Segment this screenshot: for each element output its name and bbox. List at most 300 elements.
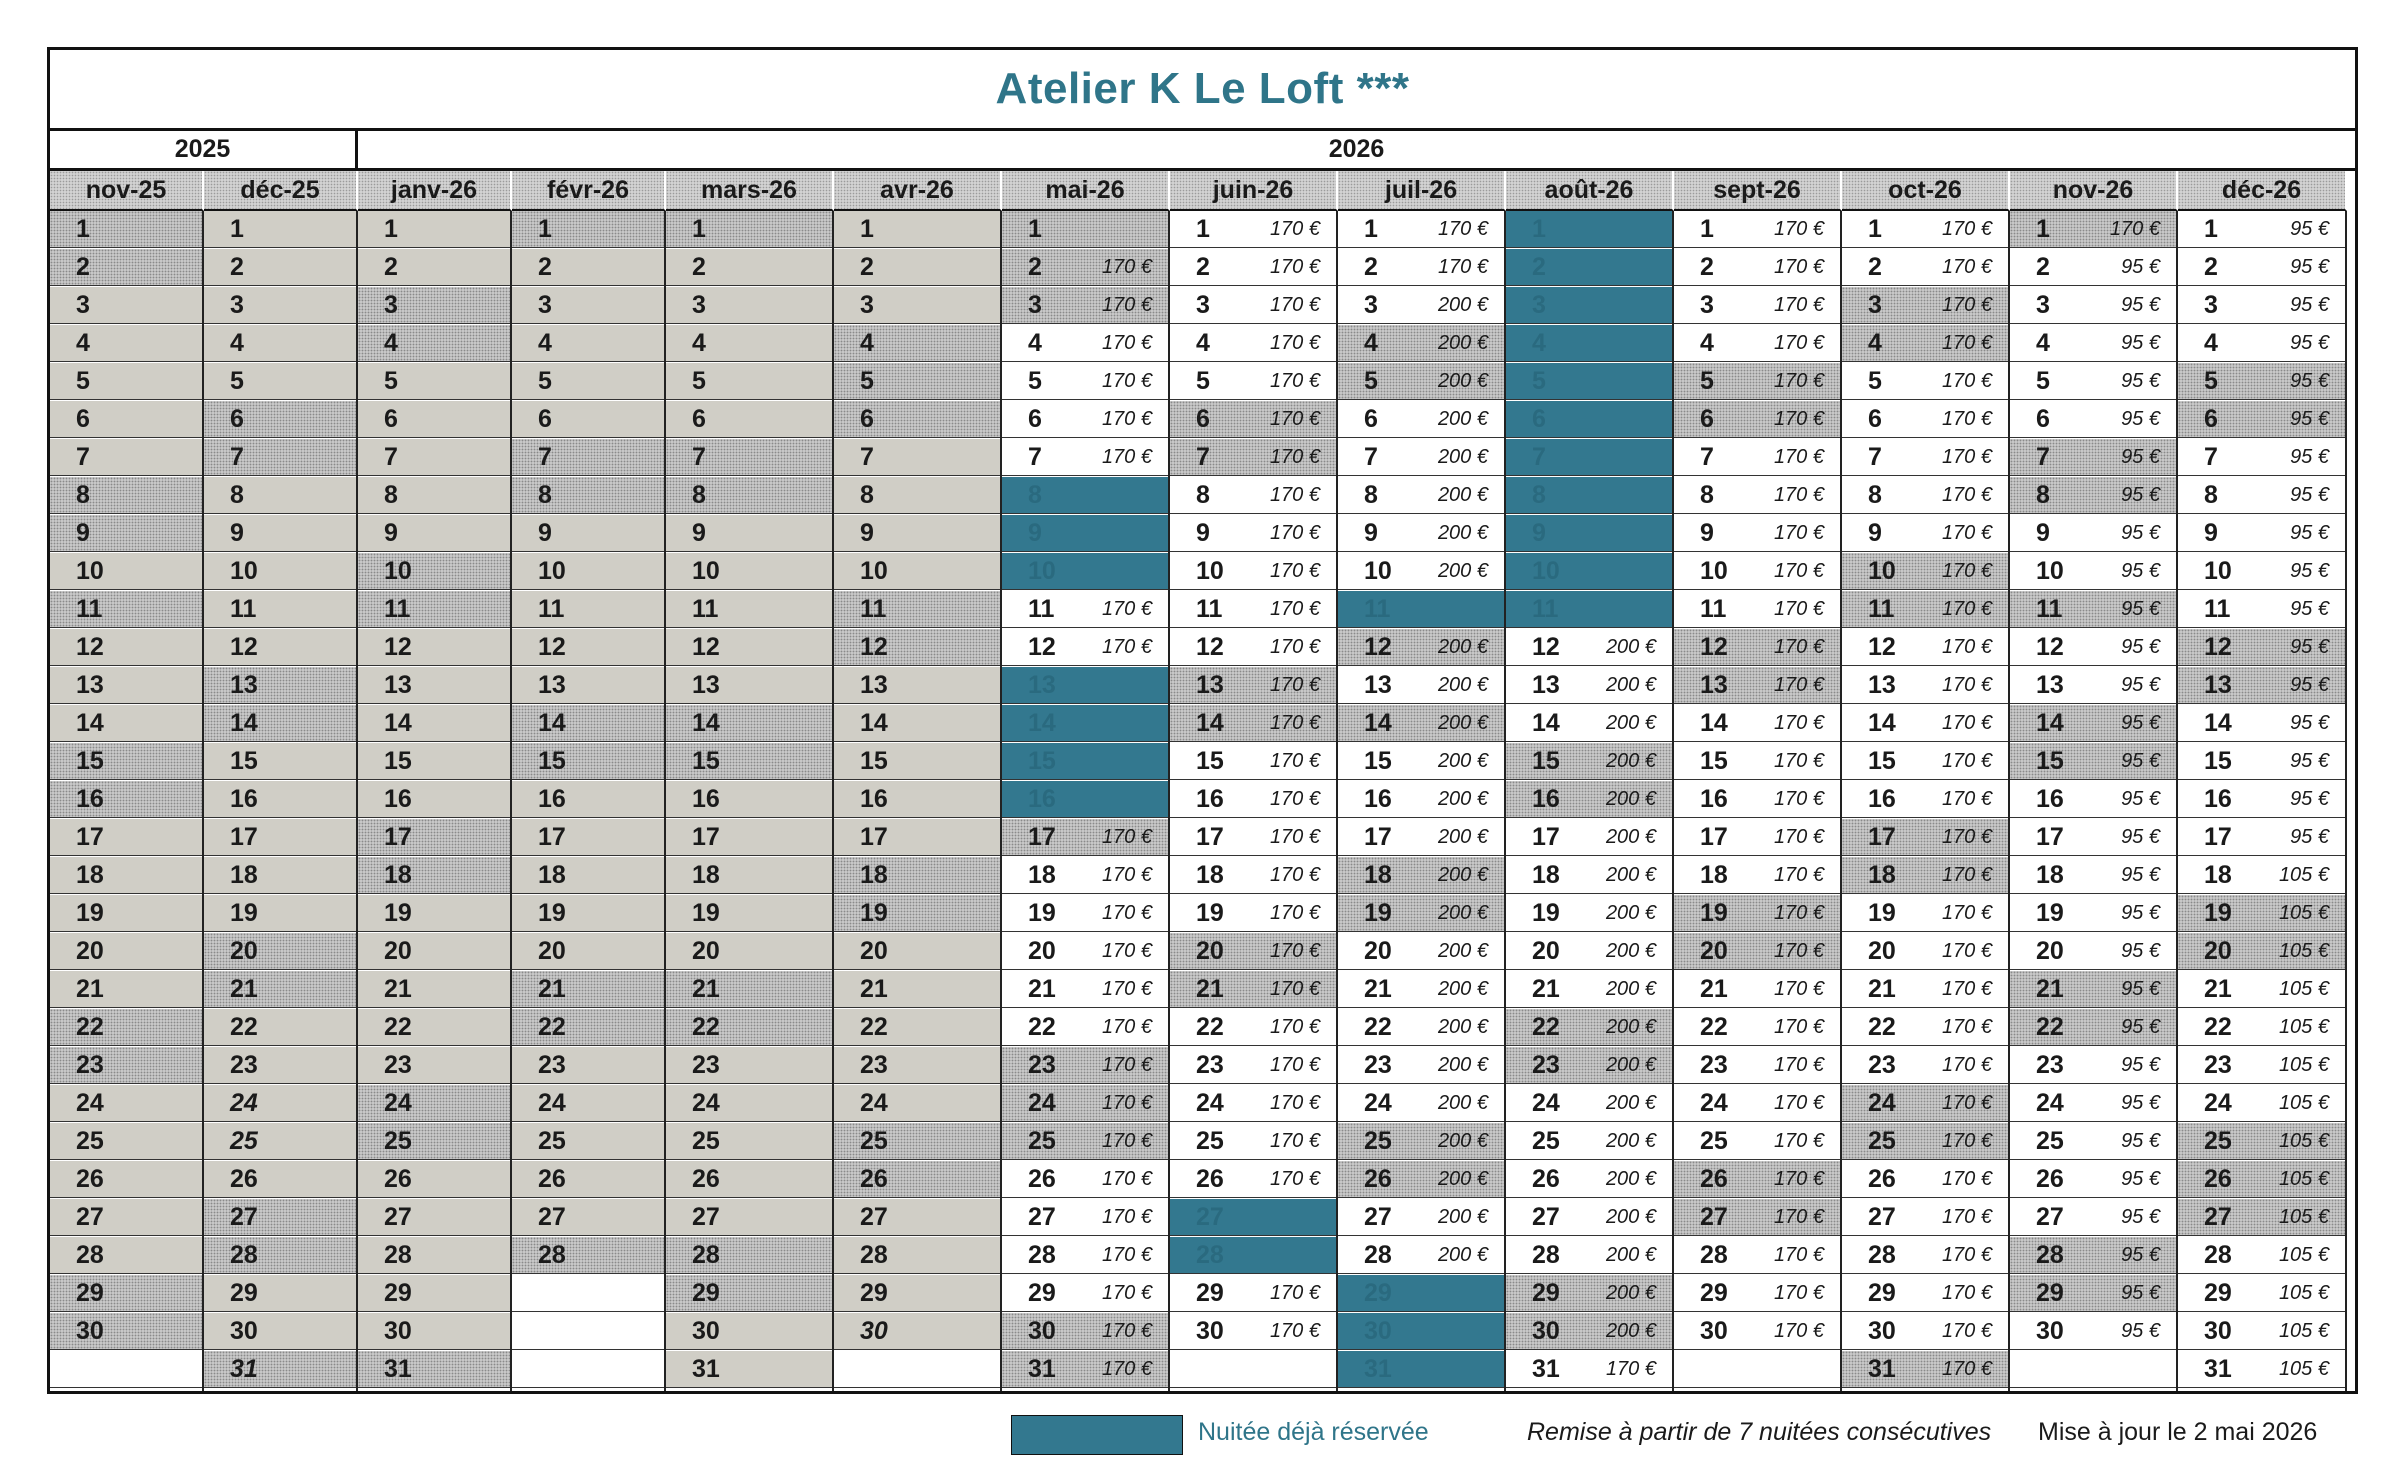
- nightly-price: 170 €: [1941, 1015, 1992, 1038]
- month-header: mars-26: [666, 171, 834, 211]
- day-cell: [50, 287, 202, 324]
- day-number: 16: [1532, 784, 1560, 813]
- page-title: Atelier K Le Loft ***: [995, 64, 1410, 113]
- day-cell: [2010, 553, 2176, 590]
- nightly-price: 200 €: [1605, 635, 1656, 658]
- nightly-price: 170 €: [1101, 1357, 1152, 1380]
- month-column: [666, 211, 834, 1391]
- day-number: 15: [1532, 746, 1560, 775]
- day-cell: [1842, 515, 2008, 552]
- day-number: 11: [76, 594, 103, 623]
- day-number: 16: [1868, 784, 1896, 813]
- day-number: 3: [1868, 290, 1882, 319]
- day-number: 14: [1868, 708, 1896, 737]
- day-cell: [1338, 553, 1504, 590]
- day-number: 25: [1028, 1126, 1056, 1155]
- day-cell: [204, 553, 356, 590]
- nightly-price: 170 €: [1269, 255, 1320, 278]
- day-cell: [1842, 971, 2008, 1008]
- nightly-price: 200 €: [1605, 673, 1656, 696]
- day-cell: [512, 1009, 664, 1046]
- nightly-price: 170 €: [1773, 407, 1824, 430]
- nightly-price: 170 €: [1941, 369, 1992, 392]
- day-cell: [1338, 971, 1504, 1008]
- nightly-price: 170 €: [1101, 369, 1152, 392]
- day-cell: [50, 971, 202, 1008]
- nightly-price: 170 €: [1269, 331, 1320, 354]
- day-number: 25: [76, 1126, 104, 1155]
- day-cell: [1338, 1237, 1504, 1274]
- day-number: 16: [2204, 784, 2232, 813]
- day-number: 28: [1532, 1240, 1560, 1269]
- day-number: 23: [1532, 1050, 1560, 1079]
- day-number: 3: [76, 290, 90, 319]
- day-cell: [1842, 1161, 2008, 1198]
- day-cell: [2010, 1237, 2176, 1274]
- day-number: 4: [1196, 328, 1210, 357]
- day-cell: [834, 705, 1000, 742]
- day-cell: [1338, 477, 1504, 514]
- day-cell: [358, 1123, 510, 1160]
- day-number: 24: [2036, 1088, 2064, 1117]
- day-cell: [204, 705, 356, 742]
- day-number: 30: [692, 1316, 720, 1345]
- day-cell: [1170, 363, 1336, 400]
- day-cell: [1338, 895, 1504, 932]
- day-cell: [204, 1313, 356, 1350]
- day-number: 16: [692, 784, 720, 813]
- nightly-price: 105 €: [2278, 1167, 2329, 1190]
- day-cell: [1170, 1085, 1336, 1122]
- day-cell: [1674, 1275, 1840, 1312]
- day-number: 22: [1700, 1012, 1728, 1041]
- day-cell: [1002, 819, 1168, 856]
- nightly-price: 95 €: [2290, 293, 2329, 316]
- day-number: 30: [2204, 1316, 2232, 1345]
- day-cell: [1338, 1275, 1504, 1312]
- day-cell: [1842, 743, 2008, 780]
- day-number: 8: [538, 480, 552, 509]
- day-cell: [666, 1351, 832, 1388]
- day-cell: [666, 363, 832, 400]
- nightly-price: 170 €: [1941, 597, 1992, 620]
- day-number: 27: [2204, 1202, 2232, 1231]
- day-number: 9: [230, 518, 244, 547]
- nightly-price: 170 €: [1941, 559, 1992, 582]
- day-number: 2: [538, 252, 552, 281]
- day-cell: [2010, 667, 2176, 704]
- nightly-price: 170 €: [1101, 1053, 1152, 1076]
- day-number: 4: [1364, 328, 1378, 357]
- day-number: 26: [230, 1164, 258, 1193]
- day-number: 22: [230, 1012, 258, 1041]
- day-number: 17: [1364, 822, 1392, 851]
- day-number: 20: [1028, 936, 1056, 965]
- day-cell: [834, 819, 1000, 856]
- nightly-price: 95 €: [2290, 787, 2329, 810]
- day-number: 30: [860, 1316, 888, 1345]
- day-number: 15: [1196, 746, 1224, 775]
- day-cell: [50, 667, 202, 704]
- day-number: 9: [76, 518, 90, 547]
- day-cell: [1674, 439, 1840, 476]
- day-cell: [1674, 1085, 1840, 1122]
- day-number: 25: [860, 1126, 888, 1155]
- day-number: 8: [1028, 480, 1042, 509]
- day-number: 17: [1028, 822, 1056, 851]
- day-number: 23: [538, 1050, 566, 1079]
- day-number: 21: [860, 974, 888, 1003]
- day-number: 6: [538, 404, 552, 433]
- month-header: oct-26: [1842, 171, 2010, 211]
- day-cell: [1506, 1009, 1672, 1046]
- nightly-price: 105 €: [2278, 1053, 2329, 1076]
- day-cell: [204, 971, 356, 1008]
- day-number: 18: [1700, 860, 1728, 889]
- day-number: 31: [1364, 1354, 1392, 1383]
- day-number: 8: [1364, 480, 1378, 509]
- day-number: 29: [384, 1278, 412, 1307]
- day-cell: [1170, 1237, 1336, 1274]
- nightly-price: 95 €: [2121, 1243, 2160, 1266]
- month-column: [2178, 211, 2347, 1391]
- nightly-price: 170 €: [1269, 1129, 1320, 1152]
- day-number: 21: [1700, 974, 1728, 1003]
- day-cell: [50, 781, 202, 818]
- nightly-price: 170 €: [1269, 749, 1320, 772]
- day-number: 31: [1532, 1354, 1560, 1383]
- day-number: 22: [538, 1012, 566, 1041]
- day-cell: [1002, 1275, 1168, 1312]
- nightly-price: 170 €: [1101, 331, 1152, 354]
- day-cell: [834, 1123, 1000, 1160]
- day-cell: [204, 401, 356, 438]
- day-cell: [1170, 1161, 1336, 1198]
- day-number: 13: [2036, 670, 2064, 699]
- nightly-price: 170 €: [1941, 787, 1992, 810]
- nightly-price: 200 €: [1437, 939, 1488, 962]
- nightly-price: 200 €: [1605, 1167, 1656, 1190]
- day-cell: [1674, 1123, 1840, 1160]
- day-number: 13: [1364, 670, 1392, 699]
- day-cell: [358, 363, 510, 400]
- day-number: 17: [1868, 822, 1896, 851]
- day-number: 29: [1028, 1278, 1056, 1307]
- day-cell: [1002, 591, 1168, 628]
- day-cell: [1674, 1199, 1840, 1236]
- day-cell: [204, 515, 356, 552]
- day-number: 4: [76, 328, 90, 357]
- day-cell: [666, 249, 832, 286]
- day-cell: [2010, 211, 2176, 248]
- day-number: 22: [1364, 1012, 1392, 1041]
- day-cell: [2178, 1199, 2345, 1236]
- day-cell: [666, 1085, 832, 1122]
- day-number: 22: [384, 1012, 412, 1041]
- day-cell: [1002, 743, 1168, 780]
- nightly-price: 170 €: [1773, 369, 1824, 392]
- day-cell: [2010, 363, 2176, 400]
- day-cell: [2178, 1047, 2345, 1084]
- day-number: 24: [1700, 1088, 1728, 1117]
- day-cell: [358, 249, 510, 286]
- day-number: 20: [76, 936, 104, 965]
- day-number: 27: [2036, 1202, 2064, 1231]
- day-number: 12: [538, 632, 566, 661]
- day-cell: [1170, 249, 1336, 286]
- day-cell: [204, 477, 356, 514]
- day-cell: [512, 819, 664, 856]
- day-cell: [50, 1123, 202, 1160]
- month-column: [50, 211, 204, 1391]
- day-cell: [1842, 401, 2008, 438]
- day-cell: [204, 325, 356, 362]
- day-number: 27: [1196, 1202, 1224, 1231]
- day-cell: [1170, 1313, 1336, 1350]
- nightly-price: 170 €: [1773, 863, 1824, 886]
- day-cell: [50, 933, 202, 970]
- day-number: 16: [76, 784, 104, 813]
- day-number: 9: [538, 518, 552, 547]
- day-cell: [204, 287, 356, 324]
- month-header: nov-25: [50, 171, 204, 211]
- day-cell: [1506, 249, 1672, 286]
- day-cell: [1674, 287, 1840, 324]
- day-cell: [512, 1047, 664, 1084]
- day-cell: [512, 743, 664, 780]
- day-number: 16: [1364, 784, 1392, 813]
- day-number: 27: [1028, 1202, 1056, 1231]
- day-number: 13: [1868, 670, 1896, 699]
- day-cell: [50, 819, 202, 856]
- day-cell: [2010, 819, 2176, 856]
- nightly-price: 170 €: [1101, 1243, 1152, 1266]
- day-number: 1: [1532, 214, 1546, 243]
- day-number: 7: [76, 442, 90, 471]
- nightly-price: 170 €: [1941, 901, 1992, 924]
- day-cell: [2010, 895, 2176, 932]
- month-header: juil-26: [1338, 171, 1506, 211]
- day-cell: [50, 743, 202, 780]
- day-number: 30: [1700, 1316, 1728, 1345]
- nightly-price: 170 €: [1941, 1319, 1992, 1342]
- month-header: déc-25: [204, 171, 358, 211]
- day-number: 30: [1532, 1316, 1560, 1345]
- day-cell: [2178, 895, 2345, 932]
- day-number: 12: [384, 632, 412, 661]
- day-cell: [2178, 933, 2345, 970]
- nightly-price: 170 €: [1269, 483, 1320, 506]
- nightly-price: 95 €: [2121, 1167, 2160, 1190]
- nightly-price: 170 €: [1941, 1129, 1992, 1152]
- day-cell: [2178, 401, 2345, 438]
- nightly-price: 200 €: [1605, 939, 1656, 962]
- day-number: 24: [1028, 1088, 1056, 1117]
- day-number: 12: [2036, 632, 2064, 661]
- nightly-price: 170 €: [1773, 293, 1824, 316]
- day-number: 4: [1868, 328, 1882, 357]
- nightly-price: 170 €: [1269, 673, 1320, 696]
- day-number: 28: [1700, 1240, 1728, 1269]
- day-cell: [1674, 933, 1840, 970]
- day-number: 2: [1868, 252, 1882, 281]
- day-number: 7: [860, 442, 874, 471]
- day-number: 17: [230, 822, 258, 851]
- day-cell: [1002, 401, 1168, 438]
- nightly-price: 170 €: [1269, 293, 1320, 316]
- day-number: 23: [1028, 1050, 1056, 1079]
- day-number: 8: [230, 480, 244, 509]
- day-cell: [1338, 363, 1504, 400]
- day-number: 11: [538, 594, 565, 623]
- day-number: 3: [860, 290, 874, 319]
- day-number: 31: [2204, 1354, 2232, 1383]
- day-number: 1: [230, 214, 244, 243]
- nightly-price: 95 €: [2121, 1319, 2160, 1342]
- day-number: 21: [384, 974, 412, 1003]
- day-number: 11: [1196, 594, 1223, 623]
- day-number: 3: [692, 290, 706, 319]
- day-cell: [512, 781, 664, 818]
- day-cell: [1842, 249, 2008, 286]
- nightly-price: 170 €: [1269, 825, 1320, 848]
- day-cell: [1506, 401, 1672, 438]
- title-row: [50, 50, 2355, 131]
- day-cell: [1170, 477, 1336, 514]
- day-cell: [1170, 439, 1336, 476]
- day-cell: [358, 553, 510, 590]
- month-column: [1674, 211, 1842, 1391]
- day-cell: [2178, 439, 2345, 476]
- day-cell: [2010, 249, 2176, 286]
- nightly-price: 200 €: [1437, 521, 1488, 544]
- day-cell: [50, 477, 202, 514]
- day-cell: [50, 363, 202, 400]
- day-number: 19: [2204, 898, 2232, 927]
- day-cell: [358, 1275, 510, 1312]
- nightly-price: 95 €: [2121, 1281, 2160, 1304]
- day-cell: [1674, 401, 1840, 438]
- day-cell: [2178, 211, 2345, 248]
- day-cell: [834, 515, 1000, 552]
- day-cell: [666, 1313, 832, 1350]
- day-cell: [1338, 1009, 1504, 1046]
- day-cell: [204, 629, 356, 666]
- day-number: 10: [2036, 556, 2064, 585]
- day-cell: [666, 439, 832, 476]
- nightly-price: 170 €: [1437, 255, 1488, 278]
- nightly-price: 170 €: [1101, 635, 1152, 658]
- nightly-price: 200 €: [1605, 1129, 1656, 1152]
- day-number: 6: [860, 404, 874, 433]
- day-number: 21: [76, 974, 104, 1003]
- day-number: 5: [1532, 366, 1546, 395]
- nightly-price: 170 €: [1269, 407, 1320, 430]
- day-number: 7: [1364, 442, 1378, 471]
- day-number: 10: [860, 556, 888, 585]
- nightly-price: 170 €: [1773, 711, 1824, 734]
- day-number: 21: [1868, 974, 1896, 1003]
- day-cell: [2178, 477, 2345, 514]
- day-cell: [204, 1351, 356, 1388]
- day-number: 15: [1700, 746, 1728, 775]
- nightly-price: 200 €: [1437, 673, 1488, 696]
- day-number: 22: [1532, 1012, 1560, 1041]
- day-cell: [358, 743, 510, 780]
- day-number: 10: [76, 556, 104, 585]
- day-number: 13: [860, 670, 888, 699]
- nightly-price: 200 €: [1437, 331, 1488, 354]
- day-cell: [204, 1199, 356, 1236]
- day-cell: [666, 1199, 832, 1236]
- day-cell: [2010, 477, 2176, 514]
- day-number: 11: [2204, 594, 2231, 623]
- day-cell: [1674, 971, 1840, 1008]
- day-number: 30: [76, 1316, 104, 1345]
- day-number: 22: [76, 1012, 104, 1041]
- empty-day-cell: [50, 1351, 202, 1388]
- day-cell: [512, 895, 664, 932]
- day-number: 25: [1364, 1126, 1392, 1155]
- nightly-price: 95 €: [2290, 825, 2329, 848]
- day-cell: [1506, 1313, 1672, 1350]
- day-cell: [1170, 1009, 1336, 1046]
- nightly-price: 170 €: [1101, 255, 1152, 278]
- day-number: 6: [2204, 404, 2218, 433]
- nightly-price: 200 €: [1605, 1319, 1656, 1342]
- empty-day-cell: [2010, 1351, 2176, 1388]
- nightly-price: 170 €: [1941, 673, 1992, 696]
- day-cell: [1506, 591, 1672, 628]
- day-number: 29: [230, 1278, 258, 1307]
- day-cell: [1506, 363, 1672, 400]
- day-number: 27: [1868, 1202, 1896, 1231]
- nightly-price: 105 €: [2278, 1281, 2329, 1304]
- day-cell: [2178, 249, 2345, 286]
- day-cell: [1506, 211, 1672, 248]
- day-number: 10: [1868, 556, 1896, 585]
- day-number: 5: [1868, 366, 1882, 395]
- nightly-price: 170 €: [1101, 1015, 1152, 1038]
- nightly-price: 200 €: [1605, 1281, 1656, 1304]
- day-number: 8: [1196, 480, 1210, 509]
- day-number: 31: [1868, 1354, 1896, 1383]
- nightly-price: 95 €: [2121, 1091, 2160, 1114]
- month-column: [1506, 211, 1674, 1391]
- day-number: 7: [1532, 442, 1546, 471]
- day-cell: [1002, 249, 1168, 286]
- day-cell: [358, 591, 510, 628]
- day-cell: [834, 439, 1000, 476]
- day-cell: [666, 933, 832, 970]
- day-cell: [1674, 667, 1840, 704]
- day-cell: [358, 1047, 510, 1084]
- nightly-price: 170 €: [2109, 217, 2160, 240]
- day-number: 22: [860, 1012, 888, 1041]
- day-cell: [2178, 629, 2345, 666]
- day-number: 19: [230, 898, 258, 927]
- day-number: 12: [692, 632, 720, 661]
- day-number: 10: [2204, 556, 2232, 585]
- nightly-price: 170 €: [1773, 217, 1824, 240]
- day-cell: [2010, 1009, 2176, 1046]
- day-cell: [1506, 553, 1672, 590]
- day-cell: [2178, 781, 2345, 818]
- day-number: 17: [76, 822, 104, 851]
- day-number: 24: [1196, 1088, 1224, 1117]
- day-cell: [358, 819, 510, 856]
- day-number: 29: [2036, 1278, 2064, 1307]
